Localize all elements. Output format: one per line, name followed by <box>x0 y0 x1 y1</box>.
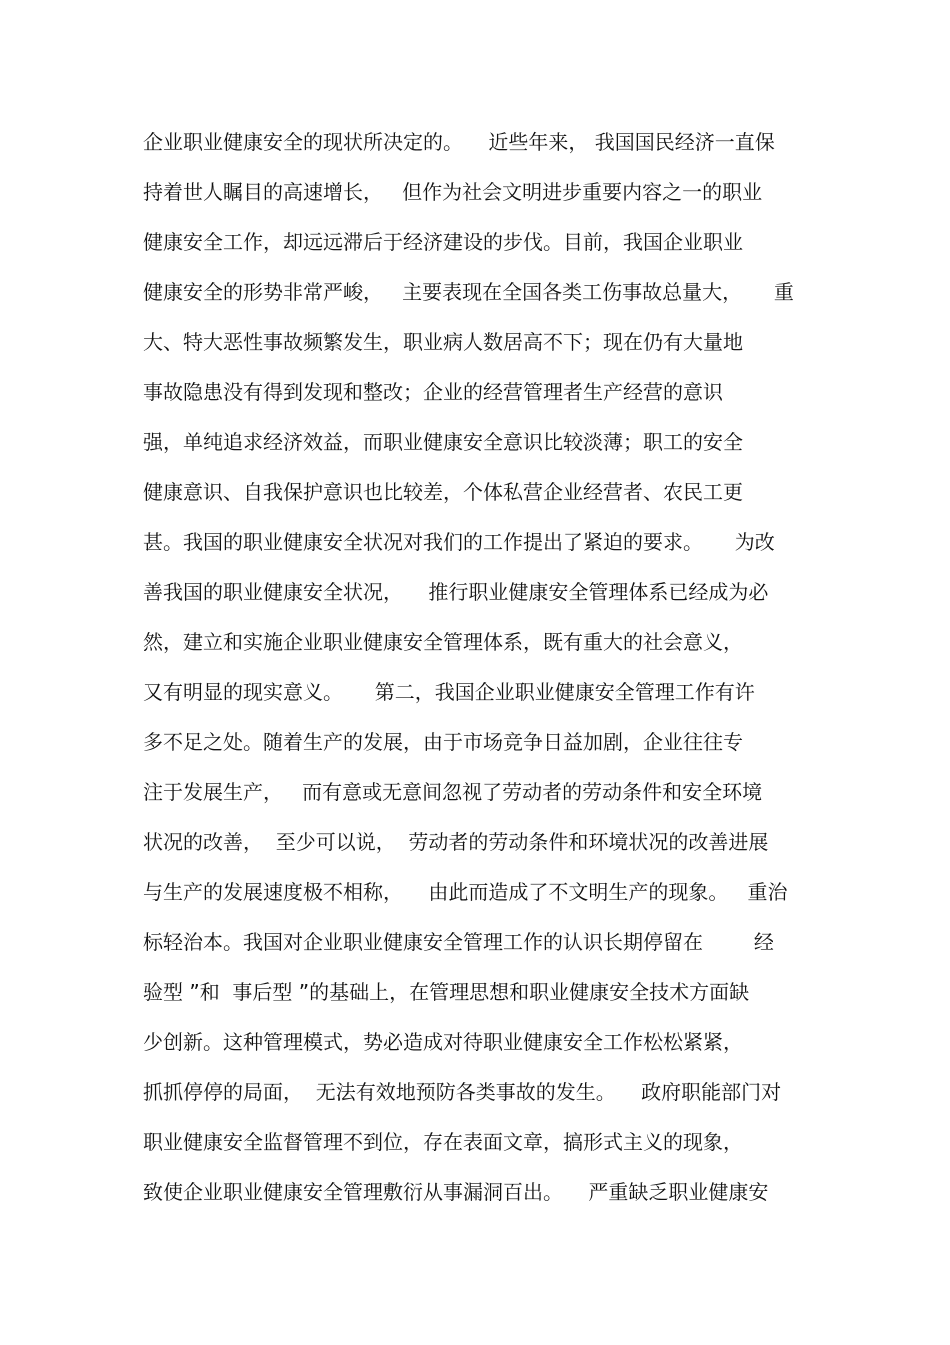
text-line: 善我国的职业健康安全状况， 推行职业健康安全管理体系已经成为必 <box>143 580 769 604</box>
body-text <box>143 124 823 1224</box>
text-line: 健康安全的形势非常严峻， 主要表现在全国各类工伤事故总量大， 重 <box>143 280 794 304</box>
text-line: 致使企业职业健康安全管理敷衍从事漏洞百出。 严重缺乏职业健康安 <box>143 1180 769 1204</box>
text-line: 抓抓停停的局面， 无法有效地预防各类事故的发生。 政府职能部门对 <box>143 1080 782 1104</box>
text-line: 注于发展生产， 而有意或无意间忽视了劳动者的劳动条件和安全环境 <box>143 780 763 804</box>
text-line: 企业职业健康安全的现状所决定的。 近些年来， 我国国民经济一直保 <box>143 130 775 154</box>
text-line: 健康意识、自我保护意识也比较差，个体私营企业经营者、农民工更 <box>143 480 743 504</box>
text-line: 健康安全工作，却远远滞后于经济建设的步伐。目前，我国企业职业 <box>143 230 743 254</box>
text-line: 状况的改善， 至少可以说， 劳动者的劳动条件和环境状况的改善进展 <box>143 830 769 854</box>
text-line: 持着世人瞩目的高速增长， 但作为社会文明进步重要内容之一的职业 <box>143 180 763 204</box>
text-line: 又有明显的现实意义。 第二，我国企业职业健康安全管理工作有许 <box>143 680 755 704</box>
text-line: 多不足之处。随着生产的发展，由于市场竞争日益加剧，企业往往专 <box>143 730 743 754</box>
text-line: 标轻治本。我国对企业职业健康安全管理工作的认识长期停留在 经 <box>143 930 774 954</box>
text-line: 职业健康安全监督管理不到位，存在表面文章，搞形式主义的现象， <box>143 1130 743 1154</box>
text-line: 与生产的发展速度极不相称， 由此而造成了不文明生产的现象。 重治 <box>143 880 788 904</box>
text-line: 大、特大恶性事故频繁发生，职业病人数居高不下；现在仍有大量地 <box>143 330 743 354</box>
text-line: 少创新。这种管理模式，势必造成对待职业健康安全工作松松紧紧， <box>143 1030 743 1054</box>
text-line: 验型 ”和 事后型 ”的基础上，在管理思想和职业健康安全技术方面缺 <box>143 980 750 1004</box>
text-line: 甚。我国的职业健康安全状况对我们的工作提出了紧迫的要求。 为改 <box>143 530 775 554</box>
text-line: 强，单纯追求经济效益，而职业健康安全意识比较淡薄；职工的安全 <box>143 430 743 454</box>
text-line: 事故隐患没有得到发现和整改；企业的经营管理者生产经营的意识 <box>143 380 723 404</box>
text-line: 然，建立和实施企业职业健康安全管理体系，既有重大的社会意义， <box>143 630 743 654</box>
